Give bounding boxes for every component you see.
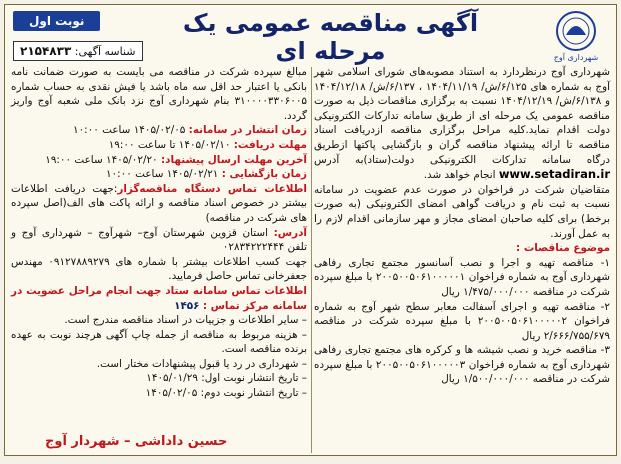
column-divider	[311, 67, 312, 453]
registration-note: متقاضیان شرکت در فراخوان در صورت عدم عضویت در سامانه نسبت به ثبت نام و دریافت گواهی امضای الکترونیکی (به صورت برخط) برای کلیه صاحبان امضای مجاز و مهر سازمانی اقدام لازم را به عمل آورند.	[314, 183, 610, 240]
logo-emblem-icon	[544, 9, 608, 63]
tender-item-1: ۱- مناقصه تهیه و اجرا و نصب آسانسور مجتمع تجاری رفاهی شهرداری آوج به شماره فراخوان ۲۰۰۵۰۰۵۰۶۱۰۰۰۰۰۱ با مبلغ سپرده شرکت در مناقصه ۱/۴۷۵/۰۰۰/۰۰۰ ریال	[314, 256, 610, 298]
submit-deadline	[11, 153, 307, 168]
ad-id-box	[13, 41, 143, 61]
left-column	[11, 65, 307, 401]
intro-paragraph	[314, 65, 610, 183]
contact-label: اطلاعات تماس دستگاه مناقصه‌گزار	[117, 182, 307, 195]
publish-value: ۱۴۰۵/۰۲/۰۵ ساعت ۱۰:۰۰	[72, 124, 186, 137]
ad-id-label: شناسه آگهی:	[74, 45, 136, 58]
receive-value: ۱۴۰۵/۰۲/۱۰ تا ساعت ۱۹:۰۰	[108, 138, 231, 151]
intro-text: شهرداری آوج درنظردارد به استناد مصوبه‌های شورای اسلامی شهر آوج به شماره های ۶/۱۲۵/ش/ ۱۴۰۴/۱۱/۱۹ ، ۶/۱۳۷/ش/ ۱۴۰۴/۱۲/۱۸ و ۶/۱۳۸/ش/ ۱۴۰۴/۱۲/۱۹ نسبت به برگزاری مناقصات ذیل به صورت مناقصه عمومی یک مرحله ای از طریق سامانه تدارکات الکترونیکی دولت اقدام نماید.کلیه مراحل برگزاری مناقصه ازدریافت اسناد مناقصه تا ارائه پیشنهاد مناقصه گران و بازگشایی پاکتها ازطریق درگاه سامانه تدارکات الکترونیکی دولت(ستاد)به آدرس	[314, 66, 610, 166]
more-info-line: – سایر اطلاعات و جزییات در اسناد مناقصه مندرج است.	[64, 314, 307, 327]
setad-contact	[11, 284, 307, 313]
setad-label: اطلاعات تماس سامانه ستاد جهت انجام مراحل عضویت در سامانه مرکز تماس :	[11, 284, 307, 312]
first-publication-line: – تاریخ انتشار نوبت اول: ۱۴۰۵/۰۱/۲۹	[146, 372, 307, 385]
receive-label: مهلت دریافت:	[233, 138, 307, 151]
contact-text: :جهت دریافت اطلاعات بیشتر در خصوص اسناد مناقصه و ارائه پاکت های الف(اصل سپرده های شرکت در مناقصه)	[11, 182, 307, 224]
cost-line: – هزینه مربوط به مناقصه از جمله چاپ آگهی هرچند نوبت به عهده برنده مناقصه است.	[11, 328, 307, 356]
turn-badge: نوبت اول	[13, 11, 100, 31]
setad-url[interactable]: www.setadiran.ir	[498, 167, 610, 182]
ad-id-value: ۲۱۵۴۸۳۳	[20, 44, 72, 58]
submit-label: آخرین مهلت ارسال پیشنهاد:	[160, 153, 307, 166]
mayor-signature: حسین داداشی – شهردار آوج	[45, 434, 228, 449]
ad-header	[7, 7, 614, 65]
deposit-paragraph: مبالغ سپرده شرکت در مناقصه می بایست به صورت ضمانت نامه بانکی یا اعتبار حد اقل سه ماه باشد یا فیش نقدی به حساب شماره ۳۱۰۰۰۰۳۳۰۶۰۰۵ بنام شهرداری آوج نزد بانک ملی شعبه آوج واریز گردد.	[11, 66, 307, 122]
right-column	[314, 65, 610, 387]
address-paragraph	[11, 226, 307, 255]
setad-number: ۱۴۵۶	[174, 299, 200, 312]
opening-label: زمان بازگشایی :	[221, 168, 307, 181]
subjects-title: موضوع مناقصات :	[516, 242, 610, 255]
receive-deadline	[11, 138, 307, 153]
publish-time	[11, 123, 307, 138]
municipality-logo	[544, 9, 608, 63]
tender-item-2: ۲- مناقصه تهیه و اجرای آسفالت معابر سطح شهر آوج به شماره فراخوان ۲۰۰۵۰۰۵۰۶۱۰۰۰۰۰۲ با مبلغ سپرده شرکت در مناقصه ۲/۶۶۶/۷۵۵/۶۷۹ ریال	[314, 300, 611, 342]
second-publication-line: – تاریخ انتشار نوبت دوم: ۱۴۰۵/۰۲/۰۵	[145, 387, 307, 400]
address-text: استان قزوین شهرستان آوج– شهرآوج – شهرداری آوج و تلفن ۰۲۸۳۴۲۲۲۴۴۴	[11, 226, 307, 254]
contact-paragraph	[11, 182, 307, 226]
opening-value: ۱۴۰۵/۰۲/۲۱ ساعت ۱۰:۰۰	[106, 168, 219, 181]
info-paragraph: جهت کسب اطلاعات بیشتر با شماره های ۰۹۱۲۷۸۸۹۲۷۹ مهندس جعفرخانی تماس حاصل فرمایید.	[11, 255, 307, 283]
intro-tail: انجام خواهد شد.	[423, 169, 496, 182]
logo-text: شهرداری آوج	[553, 53, 599, 62]
address-label: آدرس:	[273, 226, 307, 239]
submit-value: ۱۴۰۵/۰۲/۲۰ ساعت ۱۹:۰۰	[45, 153, 158, 166]
tender-item-3: ۳- مناقصه خرید و نصب شیشه ها و کرکره های مجتمع تجاری رفاهی شهرداری آوج به شماره فراخوان ۲۰۰۵۰۰۵۰۶۱۰۰۰۰۰۳ با مبلغ سپرده شرکت در مناقصه ۱/۵۰۰/۰۰۰/۰۰۰ ریال	[314, 344, 610, 386]
publish-label: زمان انتشار در سامانه:	[188, 124, 307, 137]
reject-line: – شهرداری در رد یا قبول پیشنهادات مختار است.	[96, 357, 307, 370]
ad-title: آگهی مناقصه عمومی یک مرحله ای	[182, 9, 479, 65]
advertisement-page	[4, 4, 617, 456]
opening-time	[11, 167, 307, 182]
